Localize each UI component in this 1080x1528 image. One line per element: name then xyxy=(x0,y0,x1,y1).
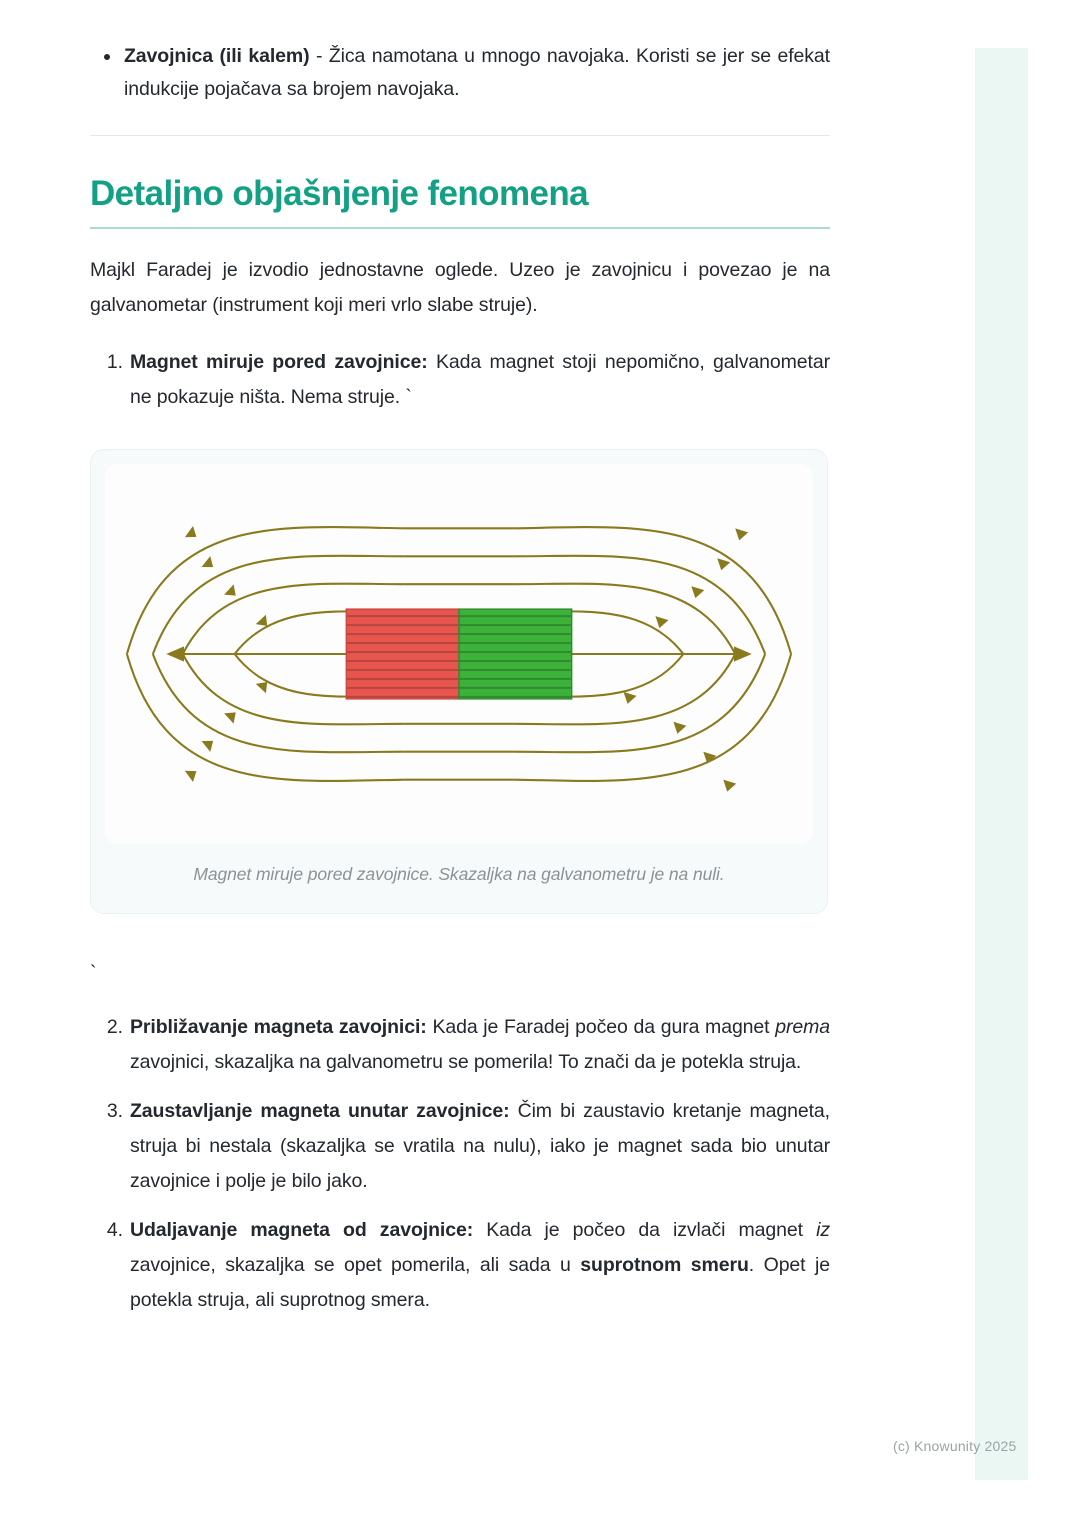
step-2-body-b: zavojnici, skazaljka na galvanometru se pomerila! To znači da je potekla struja. xyxy=(130,1051,802,1073)
step-4-emphasis: iz xyxy=(816,1219,831,1241)
definition-bullet-list xyxy=(90,40,830,106)
intro-paragraph: Majkl Faradej je izvodio jednostavne oglede. Uzeo je zavojnicu i povezao je na galvanometar (instrument koji meri vrlo slabe struje). xyxy=(90,259,830,316)
step-4-emphasis-bold: suprotnom smeru xyxy=(580,1254,749,1276)
figure-caption: Magnet miruje pored zavojnice. Skazaljka na galvanometru je na nuli. xyxy=(193,864,725,884)
experiment-steps-list-part1 xyxy=(90,345,830,415)
step-1-title: Magnet miruje pored zavojnice: xyxy=(130,351,428,373)
step-3-title: Zaustavljanje magneta unutar zavojnice: xyxy=(130,1100,510,1122)
page-title: Detaljno objašnjenje fenomena xyxy=(90,174,588,213)
section-divider xyxy=(90,135,830,136)
bar-magnet-field-lines-diagram xyxy=(105,464,813,844)
step-4-title: Udaljavanje magneta od zavojnice: xyxy=(130,1219,474,1241)
magnet-north-pole xyxy=(459,609,572,699)
title-underline-rule xyxy=(90,227,830,229)
step-4-body-c: . Opet je potekla struja, ali suprotnog smera. xyxy=(130,1254,830,1311)
step-2-body-a: Kada je Faradej počeo da gura magnet xyxy=(426,1016,776,1038)
step-item-2 xyxy=(130,1010,830,1080)
step-item-1 xyxy=(130,345,830,415)
document-content xyxy=(90,40,830,1318)
bar-magnet xyxy=(346,609,571,699)
step-2-title: Približavanje magneta zavojnici: xyxy=(130,1016,427,1038)
copyright-watermark: (c) Knowunity 2025 xyxy=(893,1438,1017,1454)
step-item-4 xyxy=(130,1213,830,1318)
step-2-emphasis: prema xyxy=(775,1016,830,1038)
bullet-item-zavojnica xyxy=(124,40,830,106)
experiment-steps-list-part2 xyxy=(90,1010,830,1318)
step-4-body-a: Kada je počeo da izvlači magnet xyxy=(473,1219,817,1241)
step-3-body: Čim bi zaustavio kretanje magneta, struja bi nestala (skazaljka se vratila na nulu), iako je magnet sada bio unutar zavojnice i polje je bilo jako. xyxy=(130,1100,830,1192)
stray-backtick-line: ` xyxy=(90,962,97,984)
right-decorative-sidebar xyxy=(975,48,1028,1480)
magnet-south-pole xyxy=(346,609,459,699)
step-item-3 xyxy=(130,1094,830,1199)
figure-image-frame xyxy=(105,464,813,844)
figure-card xyxy=(90,449,828,914)
bullet-item-term: Zavojnica (ili kalem) xyxy=(124,45,310,67)
step-1-body: Kada magnet stoji nepomično, galvanometar ne pokazuje ništa. Nema struje. ` xyxy=(130,351,830,408)
step-4-body-b: zavojnice, skazaljka se opet pomerila, ali sada u xyxy=(130,1254,581,1276)
bullet-item-description: - Žica namotana u mnogo navojaka. Koristi se jer se efekat indukcije pojačava sa brojem navojaka. xyxy=(124,45,830,100)
